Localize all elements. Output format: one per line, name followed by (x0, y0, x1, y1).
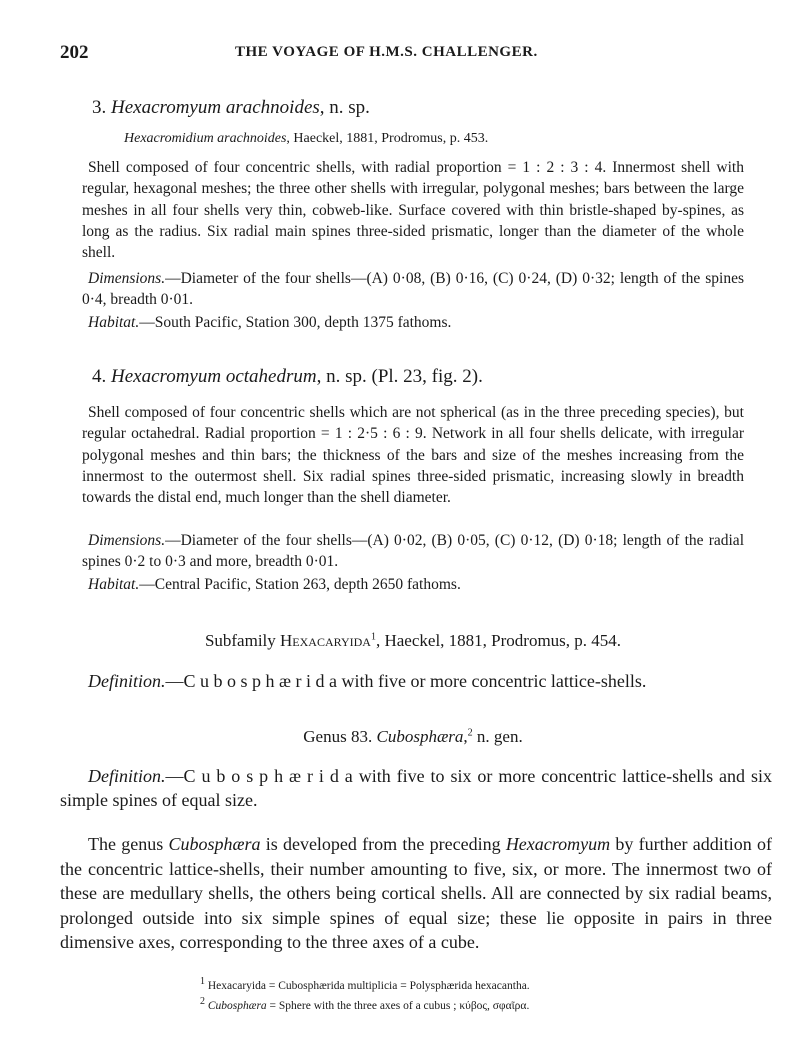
dimensions-label: Dimensions. (88, 270, 166, 287)
species-4-suffix: , n. sp. (Pl. 23, fig. 2). (316, 366, 483, 387)
page-number: 202 (60, 42, 89, 63)
footnote-1 (200, 974, 760, 994)
species-3-number: 3. (92, 97, 107, 118)
dimensions-label: Dimensions. (88, 532, 166, 549)
dimensions-text: —Diameter of the four shells—(A) 0·02, (B) 0·05, (C) 0·12, (D) 0·18; length of the radial spines 0·2 to 0·3 and more, breadth 0·01. (82, 532, 744, 571)
definition-term: —C u b o s p h æ r i d a (165, 766, 353, 786)
genus-name: Cubosphæra (376, 727, 464, 746)
subfamily-ref: Haeckel, 1881, Prodromus, p. 454. (380, 631, 622, 650)
definition-label: Definition. (88, 671, 166, 691)
subfamily-name: Hexacaryida (280, 631, 371, 650)
definition-text: with five to six or more concentric lattice-shells and six simple spines of equal size. (60, 766, 772, 810)
species-3-name: Hexacromyum arachnoides (111, 97, 320, 118)
running-title: THE VOYAGE OF H.M.S. CHALLENGER. (235, 44, 538, 60)
footnote-text: Hexacaryida = Cubosphærida multiplicia = Polysphærida hexacantha. (205, 979, 530, 992)
footnote-text: = Sphere with the three axes of a cubus ; κύβος, σφαῖρα. (266, 999, 530, 1012)
footnote-mark: 1 (200, 976, 205, 987)
subfamily-heading: Subfamily Hexacaryida$^1$, Haeckel, 1881, Prodromus, p. 454. (204, 631, 622, 650)
page-header (60, 42, 760, 66)
footnote-mark: 2 (200, 995, 205, 1007)
species-4-title (92, 366, 752, 388)
species-3-habitat (88, 312, 748, 333)
species-3-suffix: , n. sp. (319, 97, 370, 118)
species-3-synonym (124, 131, 784, 147)
genus-prefix: Genus 83. (303, 727, 377, 746)
species-4-name: Hexacromyum octahedrum (111, 366, 317, 387)
genus-body-part: is developed from the preceding (260, 834, 506, 854)
synonym-ref: , Haeckel, 1881, Prodromus, p. 453. (286, 131, 489, 146)
species-4-dimensions (82, 530, 744, 573)
species-3-description: Shell composed of four concentric shells, with radial proportion = 1 : 2 : 3 : 4. Innermost shell with regular, hexagonal meshes; the three other shells with irregular, polygonal meshes; bars between the large meshes in all four shells very thin, cobweb-like. Surface covered with thin bristle-shaped by-spines, as long as the radius. Six radial main spines three-sided prismatic, longer than the diameter of the whole shell. (82, 159, 744, 262)
footnote-ref-1: 1 (370, 631, 376, 643)
genus-definition (60, 764, 772, 812)
dimensions-text: —Diameter of the four shells—(A) 0·08, (B) 0·16, (C) 0·24, (D) 0·32; length of the spines 0·4, breadth 0·01. (82, 270, 744, 309)
species-3-dimensions (82, 268, 744, 311)
definition-text: with five or more concentric lattice-shells. (337, 671, 647, 691)
genus-description (60, 832, 772, 955)
species-4-number: 4. (92, 366, 107, 387)
habitat-text: —South Pacific, Station 300, depth 1375 fathoms. (139, 314, 452, 331)
subfamily-definition (88, 669, 748, 693)
habitat-label: Habitat. (88, 576, 140, 593)
subfamily-prefix: Subfamily (204, 631, 281, 650)
species-4-habitat (88, 574, 748, 595)
synonym-name: Hexacromidium arachnoides (124, 131, 287, 146)
genus-body-name: Hexacromyum (505, 834, 611, 854)
genus-body-name: Cubosphæra (168, 834, 261, 854)
species-3-title (92, 97, 752, 119)
definition-label: Definition. (88, 766, 166, 786)
footnote-2 (200, 994, 760, 1014)
definition-term: —C u b o s p h æ r i d a (165, 671, 338, 691)
habitat-text: —Central Pacific, Station 263, depth 2650 fathoms. (139, 576, 461, 593)
genus-suffix: n. gen. (472, 727, 523, 746)
habitat-label: Habitat. (88, 314, 140, 331)
genus-body-part: The genus (88, 834, 169, 854)
species-4-description: Shell composed of four concentric shells which are not spherical (as in the three preceding species), but regular octahedral. Radial proportion = 1 : 2·5 : 6 : 9. Network in all four shells delicate, with irregular polygonal meshes and thin bars; the thickness of the bars and size of the meshes increasing from the innermost to the outermost shell. Six radial spines three-sided prismatic, increasing slowly in breadth towards the distal end, much longer than the shell diameter. (82, 404, 744, 507)
footnotes (200, 974, 760, 1014)
genus-body-part: by further addition of the concentric lattice-shells, their number amounting to five, six, or more. The innermost two of these are medullary shells, the others being cortical shells. All are connected by six radial beams, prolonged outside into six simple spines of equal size; these lie opposite in pairs in three dimensive axes, corresponding to the three axes of a cube. (60, 834, 773, 952)
footnote-ref-2: 2 (467, 727, 473, 739)
footnote-name: Cubosphæra (207, 999, 267, 1012)
genus-heading: Genus 83. Cubosphæra,$^2$ n. gen. (303, 727, 523, 746)
